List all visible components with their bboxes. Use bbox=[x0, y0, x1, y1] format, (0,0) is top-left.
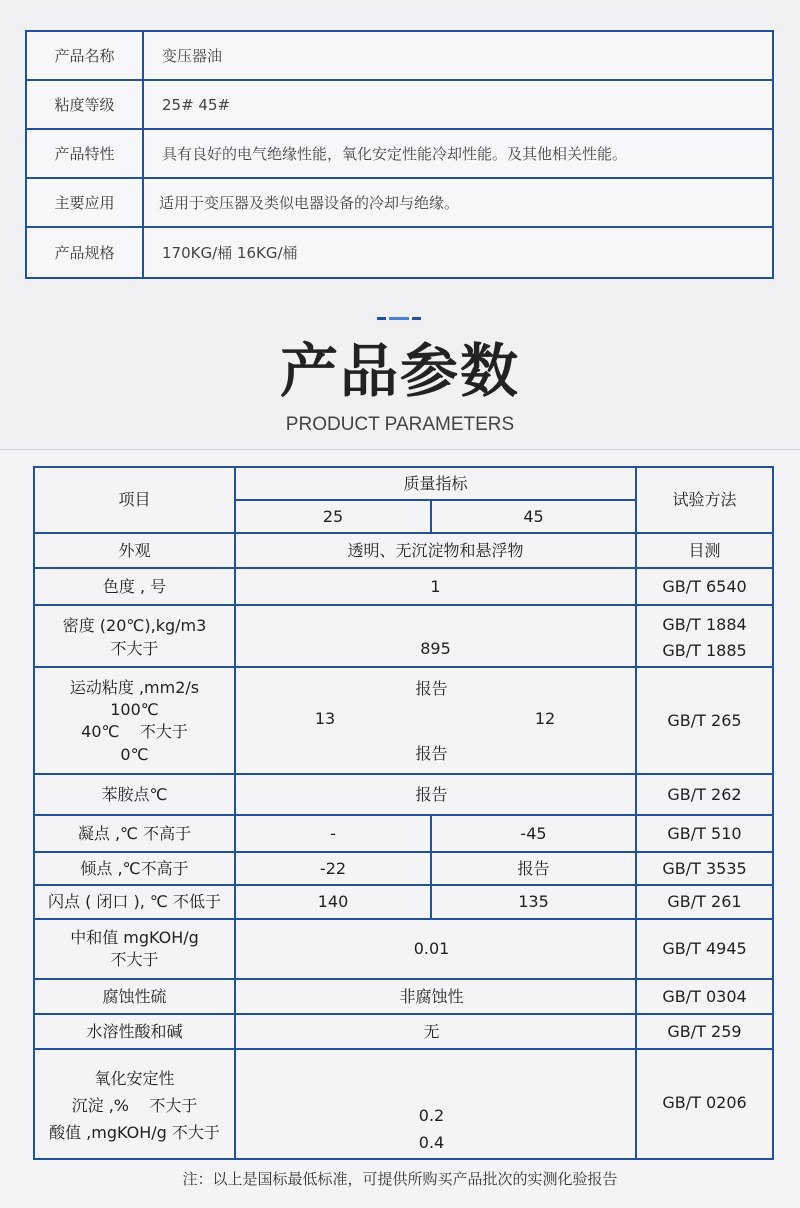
section-subtitle: PRODUCT PARAMETERS bbox=[285, 414, 515, 435]
info-value: 具有良好的电气绝缘性能，氧化安定性能冷却性能。及其他相关性能。 bbox=[162, 145, 628, 163]
row-viscosity-temp-0: 0℃ bbox=[120, 745, 149, 764]
info-label: 粘度等级 bbox=[27, 81, 144, 128]
row-freezing-value-45: -45 bbox=[520, 823, 547, 843]
header-method: 试验方法 bbox=[672, 490, 737, 509]
info-row-name bbox=[27, 32, 772, 81]
row-oxidation-method: GB/T 0206 bbox=[662, 1093, 747, 1112]
info-row-viscosity-grade bbox=[27, 81, 772, 130]
row-freezing-value-25: - bbox=[330, 823, 336, 843]
title-decoration bbox=[377, 317, 386, 320]
info-label: 产品特性 bbox=[27, 130, 144, 177]
info-label: 产品名称 bbox=[27, 32, 144, 79]
row-corrosive-value: 非腐蚀性 bbox=[399, 986, 464, 1006]
row-flash-method: GB/T 261 bbox=[667, 892, 742, 911]
row-viscosity-temp-40: 40℃ 不大于 bbox=[81, 722, 188, 741]
row-viscosity-100-value: 报告 bbox=[415, 679, 448, 698]
row-oxidation-acid-value: 0.4 bbox=[418, 1133, 445, 1152]
row-color-value: 1 bbox=[430, 576, 441, 596]
row-neutral-item bbox=[35, 920, 234, 978]
section-title: 产品参数 bbox=[279, 337, 520, 405]
info-row-application bbox=[27, 179, 772, 228]
row-oxidation-acid: 酸值 ,mgKOH/g 不大于 bbox=[49, 1123, 220, 1142]
row-divider bbox=[35, 604, 772, 606]
row-freezing-item: 凝点 ,℃ 不高于 bbox=[77, 823, 192, 843]
row-density-method: GB/T 1885 bbox=[662, 641, 747, 660]
header-item: 项目 bbox=[118, 490, 151, 509]
row-water-acid-method: GB/T 259 bbox=[667, 1021, 742, 1041]
row-aniline-value: 报告 bbox=[415, 784, 448, 804]
row-density-method: GB/T 1884 bbox=[662, 615, 747, 634]
row-oxidation-sediment: 沉淀 ,% 不大于 bbox=[71, 1096, 198, 1115]
info-row-features bbox=[27, 130, 772, 179]
row-freezing-method: GB/T 510 bbox=[667, 823, 742, 843]
product-info-table bbox=[25, 30, 774, 279]
title-decoration bbox=[412, 317, 421, 320]
row-pour-value-25: -22 bbox=[319, 858, 347, 878]
row-oxidation-item: 氧化安定性 bbox=[94, 1069, 175, 1088]
row-color-method: GB/T 6540 bbox=[662, 576, 747, 596]
info-label: 主要应用 bbox=[27, 179, 144, 226]
row-color-item: 色度 , 号 bbox=[102, 576, 167, 596]
row-viscosity-temp-100: 100℃ bbox=[110, 700, 159, 719]
row-oxidation-sediment-value: 0.2 bbox=[418, 1106, 445, 1125]
row-viscosity-40-value-25: 13 bbox=[314, 709, 336, 728]
row-pour-value-45: 报告 bbox=[517, 858, 550, 878]
row-aniline-method: GB/T 262 bbox=[667, 784, 742, 804]
row-water-acid-value: 无 bbox=[423, 1021, 440, 1041]
row-appearance-method: 目测 bbox=[688, 540, 721, 560]
row-neutral-value: 0.01 bbox=[413, 939, 450, 958]
footnote: 注：以上是国标最低标准，可提供所购买产品批次的实测化验报告 bbox=[182, 1170, 618, 1188]
row-divider bbox=[35, 1048, 772, 1050]
row-pour-method: GB/T 3535 bbox=[662, 858, 747, 878]
row-neutral-item-line: 中和值 mgKOH/g bbox=[70, 928, 199, 947]
info-value: 适用于变压器及类似电器设备的冷却与绝缘。 bbox=[159, 194, 460, 212]
row-corrosive-method: GB/T 0304 bbox=[662, 986, 747, 1006]
row-flash-item: 闪点 ( 闭口 ), ℃ 不低于 bbox=[48, 892, 221, 911]
row-appearance-item: 外观 bbox=[118, 540, 151, 560]
row-neutral-item-note: 不大于 bbox=[110, 950, 159, 969]
row-pour-item: 倾点 ,℃不高于 bbox=[80, 858, 189, 878]
row-flash-value-45: 135 bbox=[518, 892, 549, 911]
info-value: 25# 45# bbox=[162, 95, 231, 114]
row-flash-value-25: 140 bbox=[317, 892, 349, 911]
header-grade-45: 45 bbox=[523, 506, 544, 526]
header-grade-25: 25 bbox=[322, 506, 344, 526]
row-viscosity-40-value-45: 12 bbox=[534, 709, 556, 728]
info-value: 170KG/桶 16KG/桶 bbox=[162, 244, 298, 262]
row-neutral-method: GB/T 4945 bbox=[662, 939, 747, 958]
row-density-value: 895 bbox=[420, 639, 451, 658]
info-row-spec bbox=[27, 228, 772, 277]
row-density-item-note: 不大于 bbox=[110, 639, 159, 658]
info-value: 变压器油 bbox=[162, 47, 223, 65]
row-appearance-value: 透明、无沉淀物和悬浮物 bbox=[347, 540, 524, 560]
parameter-table bbox=[33, 466, 774, 1160]
row-corrosive-item: 腐蚀性硫 bbox=[102, 986, 167, 1006]
row-aniline-item: 苯胺点℃ bbox=[101, 784, 168, 804]
row-viscosity-method: GB/T 265 bbox=[667, 710, 742, 730]
row-water-acid-item: 水溶性酸和碱 bbox=[86, 1021, 183, 1041]
row-viscosity-0-value: 报告 bbox=[415, 744, 448, 763]
info-label: 产品规格 bbox=[27, 228, 144, 277]
row-density-item: 密度 (20℃),kg/m3 bbox=[62, 616, 207, 635]
title-decoration bbox=[389, 317, 409, 320]
row-viscosity-item: 运动粘度 ,mm2/s bbox=[69, 678, 200, 697]
header-quality: 质量指标 bbox=[403, 473, 468, 493]
